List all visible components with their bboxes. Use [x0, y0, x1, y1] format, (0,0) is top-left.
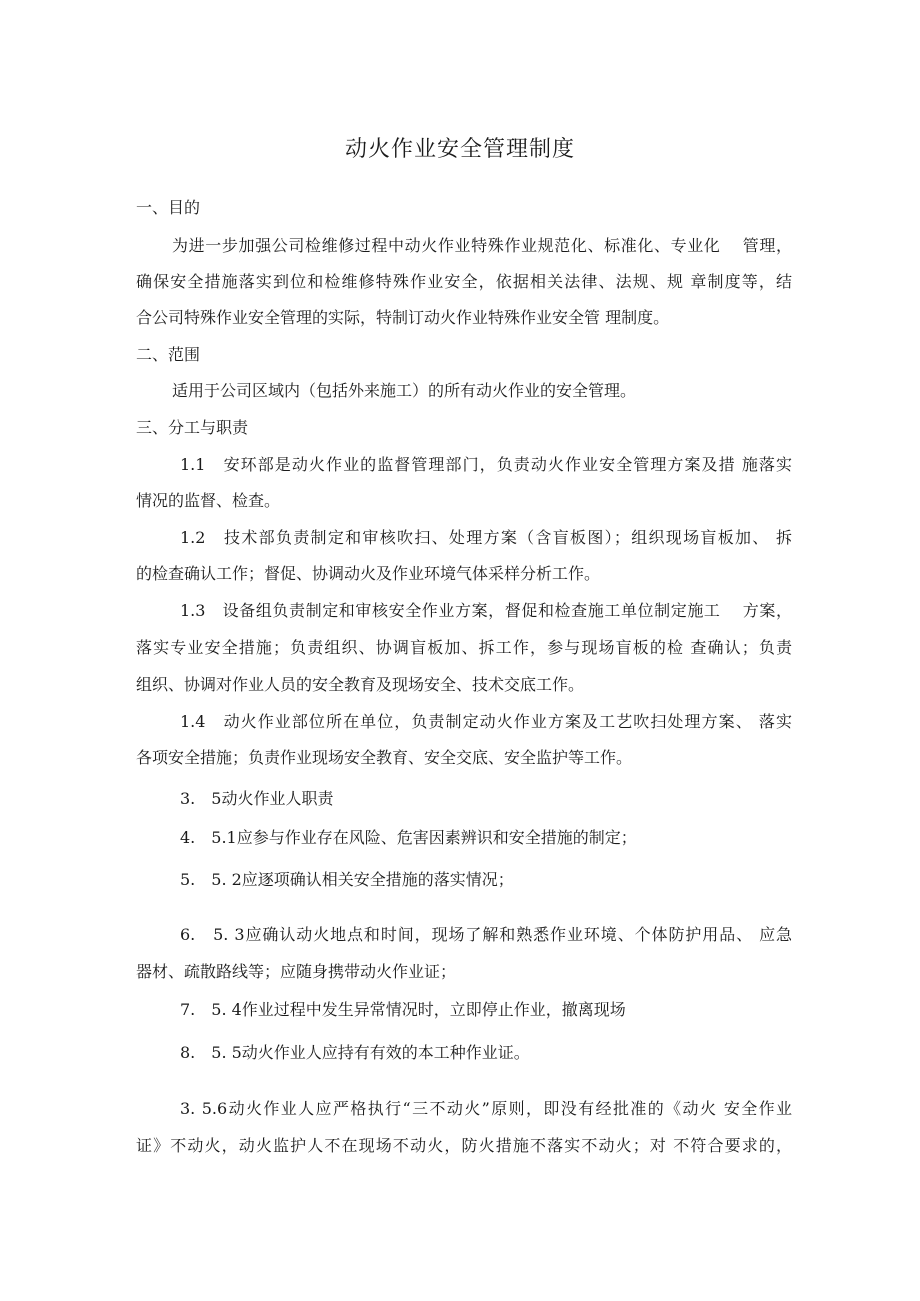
- paragraph-line: 情况的监督、检查。: [136, 491, 281, 510]
- list-item: 6. 5. 3应确认动火地点和时间，现场了解和熟悉作业环境、个体防护用品、 应急: [180, 925, 792, 944]
- paragraph-line: 组织、协调对作业人员的安全教育及现场安全、技术交底工作。: [136, 675, 585, 694]
- paragraph-line: 的检查确认工作；督促、协调动火及作业环境气体采样分析工作。: [136, 564, 601, 583]
- paragraph-line: 确保安全措施落实到位和检维修特殊作业安全，依据相关法律、法规、规 章制度等，结: [136, 272, 792, 291]
- list-item: 3. 5动火作业人职责: [180, 789, 334, 808]
- paragraph-line: 器材、疏散路线等；应随身携带动火作业证；: [136, 962, 457, 981]
- paragraph-line: 1.3 设备组负责制定和审核安全作业方案，督促和检查施工单位制定施工 方案，: [180, 601, 792, 620]
- paragraph-line: 证》不动火，动火监护人不在现场不动火，防火措施不落实不动火；对 不符合要求的，: [136, 1136, 792, 1155]
- paragraph-line: 各项安全措施；负责作业现场安全教育、安全交底、安全监护等工作。: [136, 748, 633, 767]
- list-item: 7. 5. 4作业过程中发生异常情况时，立即停止作业，撤离现场: [180, 1000, 626, 1019]
- section-heading-purpose: 一、目的: [136, 198, 201, 217]
- list-item: 8. 5. 5动火作业人应持有有效的本工种作业证。: [180, 1043, 530, 1062]
- document-title: 动火作业安全管理制度: [344, 137, 575, 162]
- paragraph-line: 1.2 技术部负责制定和审核吹扫、处理方案（含盲板图）；组织现场盲板加、 拆: [180, 528, 792, 547]
- paragraph-line: 1.4 动火作业部位所在单位，负责制定动火作业方案及工艺吹扫处理方案、 落实: [180, 712, 792, 731]
- section-heading-scope: 二、范围: [136, 345, 201, 364]
- section-heading-duties: 三、分工与职责: [136, 418, 249, 437]
- paragraph-line: 1.1 安环部是动火作业的监督管理部门，负责动火作业安全管理方案及措 施落实: [180, 455, 792, 474]
- paragraph-line: 合公司特殊作业安全管理的实际，特制订动火作业特殊作业安全管 理制度。: [136, 308, 670, 327]
- list-item: 5. 5. 2应逐项确认相关安全措施的落实情况；: [180, 870, 514, 889]
- paragraph-line: 落实专业安全措施；负责组织、协调盲板加、拆工作，参与现场盲板的检 查确认；负责: [136, 638, 792, 657]
- paragraph-line: 为进一步加强公司检维修过程中动火作业特殊作业规范化、标准化、专业化 管理，: [172, 236, 792, 255]
- paragraph-line: 适用于公司区域内（包括外来施工）的所有动火作业的安全管理。: [172, 381, 637, 400]
- list-item: 4. 5.1应参与作业存在风险、危害因素辨识和安全措施的制定；: [180, 828, 637, 847]
- paragraph-line: 3. 5.6动火作业人应严格执行“三不动火”原则，即没有经批准的《动火 安全作业: [180, 1099, 792, 1118]
